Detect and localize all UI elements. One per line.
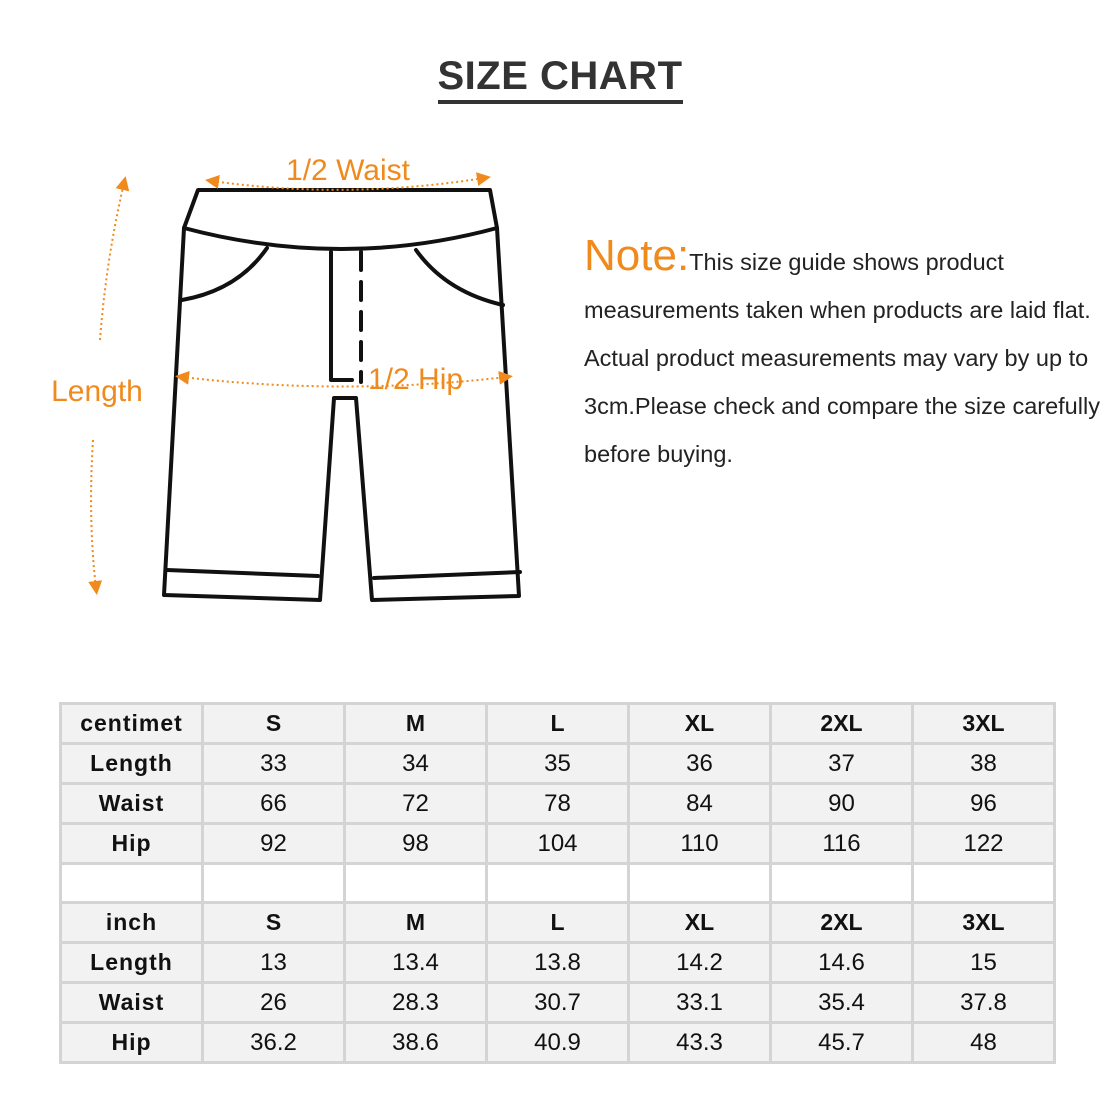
inch-size-header: 2XL bbox=[772, 904, 911, 941]
shorts-diagram bbox=[0, 130, 560, 630]
inch-size-header: M bbox=[346, 904, 485, 941]
table-row bbox=[62, 944, 1053, 981]
table-cell: 37.8 bbox=[914, 984, 1053, 1021]
table-cell: 48 bbox=[914, 1024, 1053, 1061]
table-cell: 38.6 bbox=[346, 1024, 485, 1061]
table-row bbox=[62, 825, 1053, 862]
table-cell: 36 bbox=[630, 745, 769, 782]
table-cell: 35.4 bbox=[772, 984, 911, 1021]
table-cell: 40.9 bbox=[488, 1024, 627, 1061]
table-cell: 38 bbox=[914, 745, 1053, 782]
inch-size-header: L bbox=[488, 904, 627, 941]
size-table bbox=[59, 702, 1056, 1064]
table-cell: 14.6 bbox=[772, 944, 911, 981]
inch-size-header: XL bbox=[630, 904, 769, 941]
note-text: This size guide shows product measurements taken when products are laid flat. Actual product measurements may vary by up to 3cm.Please check and compare the size carefully before buying. bbox=[584, 249, 1100, 467]
table-cell: 98 bbox=[346, 825, 485, 862]
cm-unit-header: centimet bbox=[62, 705, 201, 742]
cm-size-header: M bbox=[346, 705, 485, 742]
table-cell: 45.7 bbox=[772, 1024, 911, 1061]
length-arrow-top-icon bbox=[100, 183, 124, 340]
row-label: Waist bbox=[62, 785, 201, 822]
row-label: Length bbox=[62, 745, 201, 782]
length-arrow-bottom-icon bbox=[91, 440, 96, 588]
table-cell: 37 bbox=[772, 745, 911, 782]
cm-size-header: 2XL bbox=[772, 705, 911, 742]
table-cell: 96 bbox=[914, 785, 1053, 822]
cm-size-header: 3XL bbox=[914, 705, 1053, 742]
size-chart-title: SIZE CHART bbox=[438, 52, 683, 104]
table-cell: 34 bbox=[346, 745, 485, 782]
table-cell: 33.1 bbox=[630, 984, 769, 1021]
table-cell: 92 bbox=[204, 825, 343, 862]
empty-cell bbox=[62, 865, 201, 901]
table-cell: 84 bbox=[630, 785, 769, 822]
table-cell: 36.2 bbox=[204, 1024, 343, 1061]
table-cell: 13 bbox=[204, 944, 343, 981]
waist-label: 1/2 Waist bbox=[286, 154, 410, 187]
table-cell: 90 bbox=[772, 785, 911, 822]
inch-size-header: S bbox=[204, 904, 343, 941]
table-cell: 35 bbox=[488, 745, 627, 782]
hip-label: 1/2 Hip bbox=[368, 363, 464, 396]
row-label: Length bbox=[62, 944, 201, 981]
cm-size-header: XL bbox=[630, 705, 769, 742]
table-cell: 72 bbox=[346, 785, 485, 822]
empty-cell bbox=[772, 865, 911, 901]
table-row bbox=[62, 745, 1053, 782]
note-label: Note: bbox=[584, 231, 690, 280]
note-block bbox=[584, 232, 1104, 478]
table-cell: 26 bbox=[204, 984, 343, 1021]
table-row bbox=[62, 1024, 1053, 1061]
cm-size-header: L bbox=[488, 705, 627, 742]
empty-cell bbox=[346, 865, 485, 901]
empty-cell bbox=[630, 865, 769, 901]
table-row bbox=[62, 984, 1053, 1021]
table-cell: 15 bbox=[914, 944, 1053, 981]
empty-cell bbox=[204, 865, 343, 901]
table-cell: 33 bbox=[204, 745, 343, 782]
table-cell: 104 bbox=[488, 825, 627, 862]
shorts-outline-icon bbox=[164, 190, 520, 600]
inch-size-header: 3XL bbox=[914, 904, 1053, 941]
table-row bbox=[62, 904, 1053, 941]
empty-cell bbox=[488, 865, 627, 901]
table-cell: 13.8 bbox=[488, 944, 627, 981]
row-label: Hip bbox=[62, 825, 201, 862]
table-row bbox=[62, 705, 1053, 742]
row-label: Hip bbox=[62, 1024, 201, 1061]
table-cell: 122 bbox=[914, 825, 1053, 862]
table-cell: 30.7 bbox=[488, 984, 627, 1021]
inch-unit-header: inch bbox=[62, 904, 201, 941]
table-cell: 43.3 bbox=[630, 1024, 769, 1061]
table-cell: 66 bbox=[204, 785, 343, 822]
table-cell: 13.4 bbox=[346, 944, 485, 981]
cm-size-header: S bbox=[204, 705, 343, 742]
table-cell: 78 bbox=[488, 785, 627, 822]
table-row bbox=[62, 785, 1053, 822]
table-cell: 14.2 bbox=[630, 944, 769, 981]
table-cell: 110 bbox=[630, 825, 769, 862]
table-spacer-row bbox=[62, 865, 1053, 901]
empty-cell bbox=[914, 865, 1053, 901]
row-label: Waist bbox=[62, 984, 201, 1021]
table-cell: 28.3 bbox=[346, 984, 485, 1021]
length-label: Length bbox=[51, 375, 143, 408]
page-title bbox=[0, 52, 1120, 104]
table-cell: 116 bbox=[772, 825, 911, 862]
